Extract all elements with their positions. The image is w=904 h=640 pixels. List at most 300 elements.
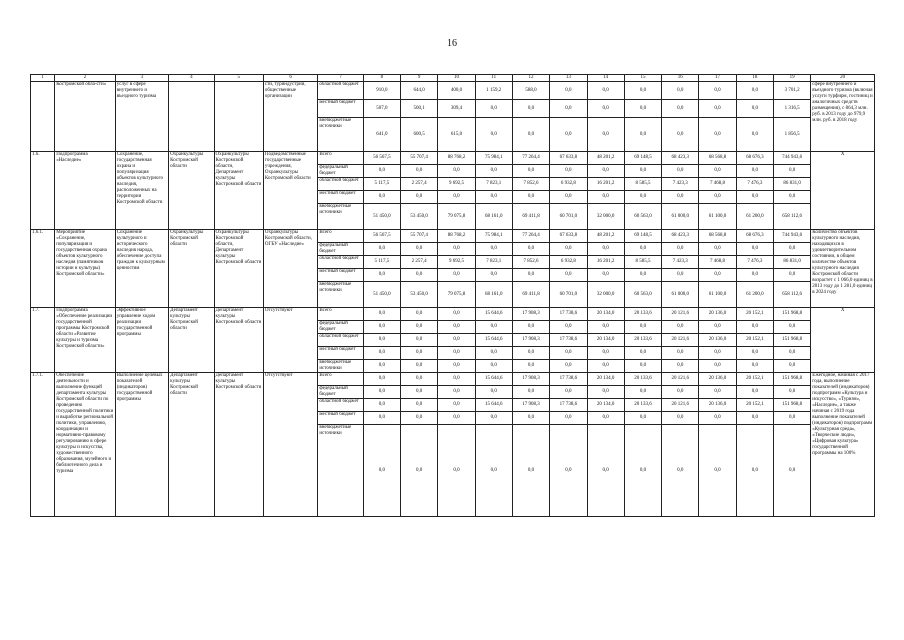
funding-value: 507,0: [363, 100, 400, 118]
funding-value: 0,0: [438, 191, 475, 204]
funding-value: 151 968,8: [773, 334, 810, 347]
funding-value: 0,0: [475, 360, 512, 373]
funding-value: 0,0: [550, 100, 587, 118]
funding-value: 1 159,2: [475, 82, 512, 100]
item-name: Подпрограмма «Наследие»: [55, 152, 116, 230]
funding-value: 0,0: [401, 412, 438, 425]
funding-value: 67 633,8: [550, 230, 587, 243]
funding-value: 55 707,4: [401, 230, 438, 243]
funding-value: 0,0: [773, 412, 810, 425]
funding-value: 0,0: [662, 321, 699, 334]
funding-value: 0,0: [363, 399, 400, 412]
funding-value: 20 152,1: [736, 334, 773, 347]
funding-value: 0,0: [475, 165, 512, 178]
funding-value: 151 968,8: [773, 399, 810, 412]
column-number: 13: [550, 75, 587, 82]
funding-value: 0,0: [624, 321, 661, 334]
funding-value: 0,0: [773, 269, 810, 282]
funding-value: 20 134,0: [587, 373, 624, 386]
funding-source: внебюджетные источники: [318, 425, 363, 517]
funding-value: 0,0: [512, 321, 549, 334]
funding-value: 0,0: [438, 347, 475, 360]
funding-value: 0,0: [736, 118, 773, 152]
funding-value: 0,0: [512, 269, 549, 282]
funding-value: 53 450,0: [401, 282, 438, 308]
funding-value: 20 133,6: [624, 334, 661, 347]
funding-value: 8 585,5: [624, 256, 661, 269]
funding-source: местный бюджет: [318, 269, 363, 282]
funding-value: 0,0: [587, 191, 624, 204]
funding-value: 0,0: [624, 412, 661, 425]
funding-value: 51 450,0: [363, 282, 400, 308]
funding-value: 0,0: [587, 321, 624, 334]
column-number: 9: [401, 75, 438, 82]
funding-value: 0,0: [587, 269, 624, 282]
funding-value: 0,0: [475, 191, 512, 204]
funding-value: 0,0: [662, 118, 699, 152]
funding-value: 0,0: [401, 425, 438, 517]
column-number-row: [31, 75, 875, 82]
column-number: 15: [624, 75, 661, 82]
funding-source: местный бюджет: [318, 100, 363, 118]
funding-value: 0,0: [438, 386, 475, 399]
funding-value: 0,0: [699, 347, 736, 360]
column-number: 5: [214, 75, 263, 82]
funding-value: 0,0: [401, 373, 438, 386]
funding-value: 500,1: [401, 100, 438, 118]
funding-value: 20 136,0: [699, 334, 736, 347]
funding-value: 20 152,1: [736, 308, 773, 321]
funding-value: 0,0: [624, 191, 661, 204]
funding-value: 79 075,8: [438, 282, 475, 308]
funding-value: 0,0: [363, 321, 400, 334]
funding-value: 15 644,6: [475, 334, 512, 347]
funding-value: 7 852,6: [512, 256, 549, 269]
table-body: [31, 75, 875, 517]
funding-value: 0,0: [475, 386, 512, 399]
column-number: 1: [31, 75, 55, 82]
funding-value: 0,0: [736, 347, 773, 360]
funding-source: внебюджетные источники: [318, 360, 363, 373]
column-number: 19: [773, 75, 810, 82]
funding-value: 0,0: [736, 425, 773, 517]
item-content: Выполнение целевых показателей (индикаторов) государственной программы: [115, 373, 168, 517]
funding-value: 20 121,6: [662, 399, 699, 412]
funding-value: 0,0: [475, 321, 512, 334]
column-number: 12: [512, 75, 549, 82]
funding-source: федеральный бюджет: [318, 243, 363, 256]
funding-value: 0,0: [512, 412, 549, 425]
funding-source: областной бюджет: [318, 178, 363, 191]
funding-source: внебюджетные источники: [318, 282, 363, 308]
funding-value: 51 450,0: [363, 204, 400, 230]
co-executor: Департамент культуры Костромской области: [214, 308, 263, 373]
funding-value: 0,0: [662, 386, 699, 399]
funding-value: 17 738,6: [550, 373, 587, 386]
item-name: Мероприятие «Сохранение, популяризация и государственная охрана объектов культурного наследия (памятников истории и культуры) Костромской области»: [55, 230, 116, 308]
funding-value: 86 831,0: [773, 178, 810, 191]
funding-value: 20 133,6: [624, 399, 661, 412]
funding-value: 75 984,1: [475, 230, 512, 243]
funding-value: 60 563,0: [624, 204, 661, 230]
funding-source: федеральный бюджет: [318, 386, 363, 399]
funding-source: федеральный бюджет: [318, 165, 363, 178]
funding-source: внебюджетные источники: [318, 204, 363, 230]
funding-value: 17 738,6: [550, 308, 587, 321]
funding-value: 0,0: [475, 412, 512, 425]
funding-source: областной бюджет: [318, 256, 363, 269]
funding-source: областной бюджет: [318, 399, 363, 412]
funding-value: 56 567,5: [363, 230, 400, 243]
table-row: [31, 373, 875, 386]
funding-source: Всего: [318, 373, 363, 386]
column-number: 14: [587, 75, 624, 82]
co-executor: Охранкультуры Костромской области, Департамент культуры Костромской области: [214, 152, 263, 230]
target-indicator: X: [811, 308, 875, 373]
funding-value: 88 768,2: [438, 152, 475, 165]
funding-value: 0,0: [401, 321, 438, 334]
funding-value: 0,0: [550, 269, 587, 282]
responsible-executor: Охранкультуры Костромской области: [169, 152, 214, 230]
participants: Подведомственные государственные учреждения, Охранкультуры Костромской области: [263, 152, 317, 230]
funding-value: 0,0: [773, 191, 810, 204]
funding-value: 0,0: [587, 386, 624, 399]
funding-value: 0,0: [401, 386, 438, 399]
funding-value: 69 148,5: [624, 230, 661, 243]
funding-value: 0,0: [773, 360, 810, 373]
funding-value: 658 112,6: [773, 204, 810, 230]
funding-value: 0,0: [587, 425, 624, 517]
funding-value: 15 644,6: [475, 373, 512, 386]
funding-value: 5 117,5: [363, 178, 400, 191]
funding-value: 0,0: [475, 100, 512, 118]
item-name: Подпрограмма «Обеспечение реализации государственной программы Костромской области «Развитие культуры и туризма Костромской области»: [55, 308, 116, 373]
column-number: 2: [55, 75, 116, 82]
item-content: Сохранение, государственная охрана и популяризация объектов культурного наследия, расположенных на территории Костромской области: [115, 152, 168, 230]
funding-value: 7 423,3: [662, 256, 699, 269]
column-number: 16: [662, 75, 699, 82]
funding-value: 0,0: [550, 360, 587, 373]
funding-source: областной бюджет: [318, 82, 363, 100]
funding-source: федеральный бюджет: [318, 321, 363, 334]
funding-value: 55 707,4: [401, 152, 438, 165]
funding-value: 7 823,1: [475, 256, 512, 269]
funding-value: 20 134,0: [587, 334, 624, 347]
target-indicator: X: [811, 152, 875, 230]
funding-value: 3 701,2: [773, 82, 810, 100]
item-code: [31, 82, 55, 152]
funding-source: Всего: [318, 152, 363, 165]
funding-value: 61 100,0: [699, 282, 736, 308]
funding-value: 77 264,4: [512, 230, 549, 243]
funding-value: 0,0: [363, 386, 400, 399]
funding-value: 0,0: [624, 269, 661, 282]
funding-value: 7 423,3: [662, 178, 699, 191]
funding-value: 20 121,6: [662, 308, 699, 321]
funding-source: местный бюджет: [318, 191, 363, 204]
funding-value: 20 136,0: [699, 399, 736, 412]
funding-value: 0,0: [587, 412, 624, 425]
funding-source: областной бюджет: [318, 334, 363, 347]
funding-value: 0,0: [512, 243, 549, 256]
funding-value: 0,0: [699, 191, 736, 204]
funding-value: 75 984,1: [475, 152, 512, 165]
funding-value: 0,0: [736, 386, 773, 399]
funding-value: 0,0: [699, 100, 736, 118]
funding-value: 0,0: [363, 165, 400, 178]
funding-value: 68 161,0: [475, 204, 512, 230]
funding-value: 0,0: [438, 360, 475, 373]
funding-value: 68 676,3: [736, 152, 773, 165]
funding-value: 0,0: [438, 425, 475, 517]
funding-value: 0,0: [699, 165, 736, 178]
participants: сти, туриндустрии, общественные организации: [263, 82, 317, 152]
funding-value: 0,0: [363, 191, 400, 204]
funding-value: 2 257,4: [401, 256, 438, 269]
funding-value: 0,0: [624, 165, 661, 178]
funding-value: 15 644,6: [475, 399, 512, 412]
table-row: [31, 230, 875, 243]
funding-value: 0,0: [438, 321, 475, 334]
funding-value: 0,0: [699, 321, 736, 334]
funding-value: 0,0: [699, 118, 736, 152]
funding-value: 1 316,5: [773, 100, 810, 118]
funding-value: 0,0: [773, 243, 810, 256]
funding-value: 53 450,0: [401, 204, 438, 230]
funding-value: 0,0: [401, 334, 438, 347]
funding-value: 0,0: [662, 100, 699, 118]
funding-value: 0,0: [699, 412, 736, 425]
funding-value: 0,0: [736, 100, 773, 118]
funding-value: 0,0: [587, 118, 624, 152]
funding-value: 0,0: [624, 386, 661, 399]
funding-value: 0,0: [624, 360, 661, 373]
item-content: Сохранение культурного и исторического наследия народа, обеспечение доступа граждан к культурным ценностям: [115, 230, 168, 308]
funding-value: 48 201,2: [587, 152, 624, 165]
funding-value: 0,0: [512, 386, 549, 399]
column-number: 7: [318, 75, 363, 82]
funding-value: 0,0: [363, 360, 400, 373]
participants: Отсутствуют: [263, 373, 317, 517]
funding-value: 0,0: [401, 347, 438, 360]
funding-value: 0,0: [401, 399, 438, 412]
funding-value: 0,0: [363, 425, 400, 517]
funding-value: 0,0: [736, 412, 773, 425]
funding-value: 68 423,3: [662, 230, 699, 243]
funding-value: 0,0: [401, 360, 438, 373]
funding-value: 20 136,0: [699, 373, 736, 386]
target-indicator: Ежегодное, начиная с 2017 года, выполнение показателей (индикаторов) подпрограмм «Культура и искусство», «Туризм», «Наследие», а также начиная с 2019 года выполнение показателей (индикаторов) подпрограмм «Культурная среда», «Творческие люди», «Цифровая культура» государственной программы на 100%: [811, 373, 875, 517]
funding-value: 67 633,8: [550, 152, 587, 165]
funding-value: 400,0: [438, 82, 475, 100]
funding-value: 6 932,8: [550, 178, 587, 191]
funding-value: 0,0: [699, 425, 736, 517]
funding-value: 0,0: [550, 118, 587, 152]
funding-value: 0,0: [512, 118, 549, 152]
funding-value: 0,0: [736, 243, 773, 256]
funding-value: 0,0: [401, 191, 438, 204]
funding-value: 9 692,5: [438, 256, 475, 269]
funding-value: 20 121,6: [662, 373, 699, 386]
funding-value: 0,0: [363, 243, 400, 256]
funding-value: 0,0: [662, 269, 699, 282]
funding-value: 1 856,5: [773, 118, 810, 152]
funding-value: 0,0: [438, 399, 475, 412]
funding-value: 61 000,0: [662, 204, 699, 230]
funding-value: 0,0: [624, 425, 661, 517]
column-number: 6: [263, 75, 317, 82]
funding-value: 0,0: [401, 308, 438, 321]
funding-value: 69 411,8: [512, 204, 549, 230]
page-number: 16: [447, 38, 457, 49]
funding-value: 0,0: [550, 347, 587, 360]
funding-value: 0,0: [550, 165, 587, 178]
item-content: Эффективное управление ходом реализации государственной программы: [115, 308, 168, 373]
funding-value: 0,0: [699, 243, 736, 256]
funding-value: 56 567,5: [363, 152, 400, 165]
funding-value: 69 411,8: [512, 282, 549, 308]
funding-value: 0,0: [438, 243, 475, 256]
funding-value: 0,0: [550, 243, 587, 256]
table-row: [31, 308, 875, 321]
funding-value: 641,0: [363, 118, 400, 152]
funding-value: 0,0: [363, 308, 400, 321]
funding-value: 0,0: [512, 100, 549, 118]
funding-value: 16 201,2: [587, 178, 624, 191]
funding-value: 61 200,0: [736, 282, 773, 308]
column-number: 8: [363, 75, 400, 82]
funding-value: 0,0: [624, 118, 661, 152]
funding-value: 0,0: [736, 321, 773, 334]
funding-value: 17 908,3: [512, 399, 549, 412]
funding-value: 17 738,6: [550, 334, 587, 347]
funding-value: 0,0: [475, 269, 512, 282]
target-indicator: сфере внутреннего и въездного туризма (включая услуги турфирм, гостиниц и аналогичных средств размещения), с 864,3 млн. руб. в 2013 году до 979,9 млн. руб. в 2018 году: [811, 82, 875, 152]
funding-value: 77 264,4: [512, 152, 549, 165]
column-number: 20: [811, 75, 875, 82]
funding-value: 0,0: [438, 269, 475, 282]
funding-value: 0,0: [736, 360, 773, 373]
funding-value: 0,0: [699, 82, 736, 100]
responsible-executor: Департамент культуры Костромской области: [169, 308, 214, 373]
funding-value: 20 133,6: [624, 308, 661, 321]
funding-value: 0,0: [662, 347, 699, 360]
funding-value: 151 968,8: [773, 373, 810, 386]
funding-value: 7 468,8: [699, 178, 736, 191]
funding-value: 20 134,0: [587, 399, 624, 412]
responsible-executor: [169, 82, 214, 152]
item-code: 1.7.1.: [31, 373, 55, 517]
funding-value: 17 908,3: [512, 334, 549, 347]
funding-value: 0,0: [587, 360, 624, 373]
program-table-sheet: [30, 74, 875, 517]
funding-value: 61 200,0: [736, 204, 773, 230]
table-row: [31, 82, 875, 100]
funding-value: 7 476,3: [736, 256, 773, 269]
funding-value: 0,0: [550, 321, 587, 334]
column-number: 11: [475, 75, 512, 82]
funding-value: 68 423,3: [662, 152, 699, 165]
funding-value: 744 943,6: [773, 230, 810, 243]
co-executor: Охранкультуры Костромской области, Департамент культуры Костромской области: [214, 230, 263, 308]
funding-value: 7 468,8: [699, 256, 736, 269]
item-code: 1.6.: [31, 152, 55, 230]
funding-value: 0,0: [587, 100, 624, 118]
funding-value: 0,0: [662, 425, 699, 517]
funding-value: 0,0: [662, 243, 699, 256]
funding-value: 68 161,0: [475, 282, 512, 308]
item-code: 1.7.: [31, 308, 55, 373]
funding-value: 0,0: [512, 425, 549, 517]
funding-value: 0,0: [512, 165, 549, 178]
funding-value: 0,0: [662, 191, 699, 204]
participants: Отсутствуют: [263, 308, 317, 373]
funding-value: 7 852,6: [512, 178, 549, 191]
funding-value: 0,0: [699, 386, 736, 399]
table-row: [31, 152, 875, 165]
funding-value: 0,0: [438, 165, 475, 178]
funding-value: 79 075,8: [438, 204, 475, 230]
funding-source: местный бюджет: [318, 412, 363, 425]
funding-value: 615,0: [438, 118, 475, 152]
funding-value: 0,0: [475, 243, 512, 256]
funding-value: 0,0: [624, 100, 661, 118]
funding-value: 0,0: [550, 425, 587, 517]
funding-value: 20 134,0: [587, 308, 624, 321]
funding-value: 60 701,0: [550, 282, 587, 308]
funding-value: 68 676,3: [736, 230, 773, 243]
funding-value: 17 738,6: [550, 399, 587, 412]
funding-value: 0,0: [550, 191, 587, 204]
co-executor: Департамент культуры Костромской области: [214, 373, 263, 517]
column-number: 4: [169, 75, 214, 82]
program-financing-table: [30, 74, 875, 517]
funding-value: 0,0: [438, 308, 475, 321]
funding-value: 0,0: [624, 347, 661, 360]
funding-value: 0,0: [512, 191, 549, 204]
participants: Охранкультуры Костромской области, ОГБУ «Наследие»: [263, 230, 317, 308]
funding-value: 600,5: [401, 118, 438, 152]
target-indicator: Количество объектов культурного наследия, находящихся в удовлетворительном состоянии, в общем количестве объектов культурного наследия Костромской области возрастет с 1 066,0 единиц в 2013 году до 1 281,0 единиц в 2024 году: [811, 230, 875, 308]
funding-value: 2 257,4: [401, 178, 438, 191]
funding-value: 16 201,2: [587, 256, 624, 269]
funding-value: 0,0: [587, 243, 624, 256]
funding-value: 69 148,5: [624, 152, 661, 165]
funding-value: 0,0: [401, 269, 438, 282]
funding-value: 0,0: [587, 347, 624, 360]
funding-value: 17 908,3: [512, 373, 549, 386]
funding-source: внебюджетные источники: [318, 118, 363, 152]
responsible-executor: Охранкультуры Костромской области: [169, 230, 214, 308]
funding-value: 6 932,8: [550, 256, 587, 269]
co-executor: [214, 82, 263, 152]
funding-value: 32 000,0: [587, 282, 624, 308]
funding-value: 86 831,0: [773, 256, 810, 269]
funding-value: 0,0: [773, 347, 810, 360]
funding-value: 68 568,8: [699, 152, 736, 165]
funding-value: 151 968,8: [773, 308, 810, 321]
funding-value: 910,0: [363, 82, 400, 100]
funding-value: 0,0: [662, 165, 699, 178]
funding-value: 0,0: [512, 360, 549, 373]
item-code: 1.6.1.: [31, 230, 55, 308]
funding-source: местный бюджет: [318, 347, 363, 360]
funding-value: 0,0: [773, 165, 810, 178]
funding-value: 0,0: [363, 334, 400, 347]
funding-value: 60 701,0: [550, 204, 587, 230]
funding-value: 0,0: [736, 165, 773, 178]
funding-value: 32 000,0: [587, 204, 624, 230]
